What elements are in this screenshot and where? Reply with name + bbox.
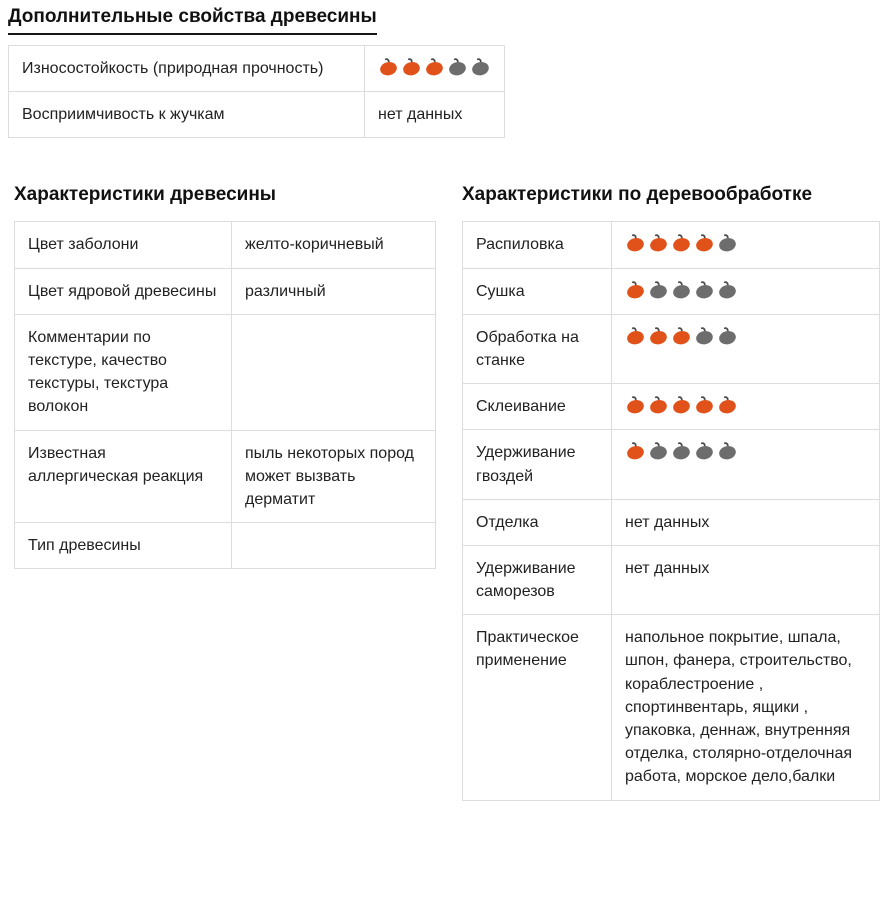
property-label: Практическое применение [463,615,612,800]
property-value: различный [232,268,436,314]
pepper-icon [625,327,646,345]
property-label: Износостойкость (природная прочность) [9,46,365,92]
table-row [463,384,880,430]
property-label: Отделка [463,499,612,545]
property-value [612,384,880,430]
property-label: Комментарии по текстуре, качество текстуры, текстура волокон [15,314,232,430]
property-label: Тип древесины [15,523,232,569]
table-row [463,268,880,314]
pepper-icon [625,442,646,460]
pepper-icon [717,327,738,345]
additional-properties-table [8,45,505,138]
property-value: нет данных [612,499,880,545]
pepper-icon [648,396,669,414]
pepper-icon [671,234,692,252]
wood-characteristics-table [14,221,436,569]
pepper-icon [671,396,692,414]
section-title: Характеристики древесины [14,184,277,206]
property-value: пыль некоторых пород может вызвать дерматит [232,430,436,523]
table-row [9,46,505,92]
pepper-icon [717,442,738,460]
table-row [463,222,880,268]
property-value: нет данных [612,545,880,614]
woodworking-table [462,221,880,800]
pepper-icon [648,442,669,460]
pepper-icon [694,234,715,252]
rating [625,233,866,253]
two-column-layout [14,184,872,800]
pepper-icon [625,281,646,299]
property-value: нет данных [365,92,505,138]
pepper-icon [671,281,692,299]
table-row [15,430,436,523]
pepper-icon [694,442,715,460]
pepper-icon [671,327,692,345]
property-label: Сушка [463,268,612,314]
property-value [612,222,880,268]
pepper-icon [378,58,399,76]
property-value: желто-коричневый [232,222,436,268]
pepper-icon [717,281,738,299]
property-label: Удерживание гвоздей [463,430,612,499]
property-label: Восприимчивость к жучкам [9,92,365,138]
property-value [612,314,880,383]
page-title: Дополнительные свойства древесины [8,6,377,35]
table-row [463,499,880,545]
rating [378,57,491,77]
rating [625,441,866,461]
property-label: Цвет заболони [15,222,232,268]
pepper-icon [648,234,669,252]
pepper-icon [717,234,738,252]
table-row [9,92,505,138]
property-value [232,523,436,569]
rating [625,395,866,415]
rating [625,280,866,300]
pepper-icon [424,58,445,76]
wood-characteristics-section [14,184,436,800]
table-row [463,314,880,383]
pepper-icon [694,281,715,299]
property-value [612,268,880,314]
pepper-icon [625,396,646,414]
property-value [612,430,880,499]
property-label: Склеивание [463,384,612,430]
table-row [463,430,880,499]
property-label: Удерживание саморезов [463,545,612,614]
property-label: Цвет ядровой древесины [15,268,232,314]
table-row [463,615,880,800]
property-value [365,46,505,92]
pepper-icon [401,58,422,76]
pepper-icon [648,281,669,299]
pepper-icon [447,58,468,76]
table-row [15,222,436,268]
pepper-icon [625,234,646,252]
property-value: напольное покрытие, шпала, шпон, фанера, строительство, кораблестроение , спортинвентарь, ящики , упаковка, деннаж, внутренняя отделка, столярно-отделочная работа, морское дело,балки [612,615,880,800]
pepper-icon [694,327,715,345]
table-row [15,268,436,314]
pepper-icon [717,396,738,414]
section-title: Характеристики по деревообработке [462,184,813,206]
pepper-icon [648,327,669,345]
table-row [463,545,880,614]
property-label: Распиловка [463,222,612,268]
property-value [232,314,436,430]
pepper-icon [694,396,715,414]
pepper-icon [470,58,491,76]
table-row [15,523,436,569]
pepper-icon [671,442,692,460]
rating [625,326,866,346]
woodworking-section [462,184,880,800]
property-label: Известная аллергическая реакция [15,430,232,523]
property-label: Обработка на станке [463,314,612,383]
table-row [15,314,436,430]
